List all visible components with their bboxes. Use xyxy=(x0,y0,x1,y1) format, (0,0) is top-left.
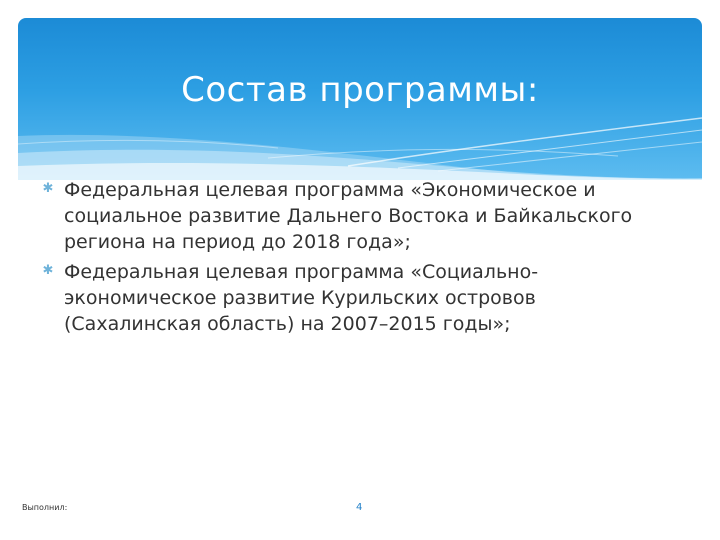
slide-title: Состав программы: xyxy=(181,70,539,110)
bullet-list xyxy=(40,177,670,341)
page-number: 4 xyxy=(356,502,363,513)
list-item xyxy=(40,177,670,255)
bullet-text: Федеральная целевая программа «Экономическое и социальное развитие Дальнего Востока и Байкальского региона на период до 2018 года»; xyxy=(64,179,633,253)
asterisk-icon: ✱ xyxy=(42,181,54,196)
footer-author-label: Выполнил: xyxy=(22,503,68,512)
list-item xyxy=(40,259,670,337)
asterisk-icon: ✱ xyxy=(42,263,54,278)
bullet-text: Федеральная целевая программа «Социально-экономическое развитие Курильских островов (Сахалинская область) на 2007–2015 годы»; xyxy=(64,261,539,335)
slide-header-banner xyxy=(18,18,702,180)
